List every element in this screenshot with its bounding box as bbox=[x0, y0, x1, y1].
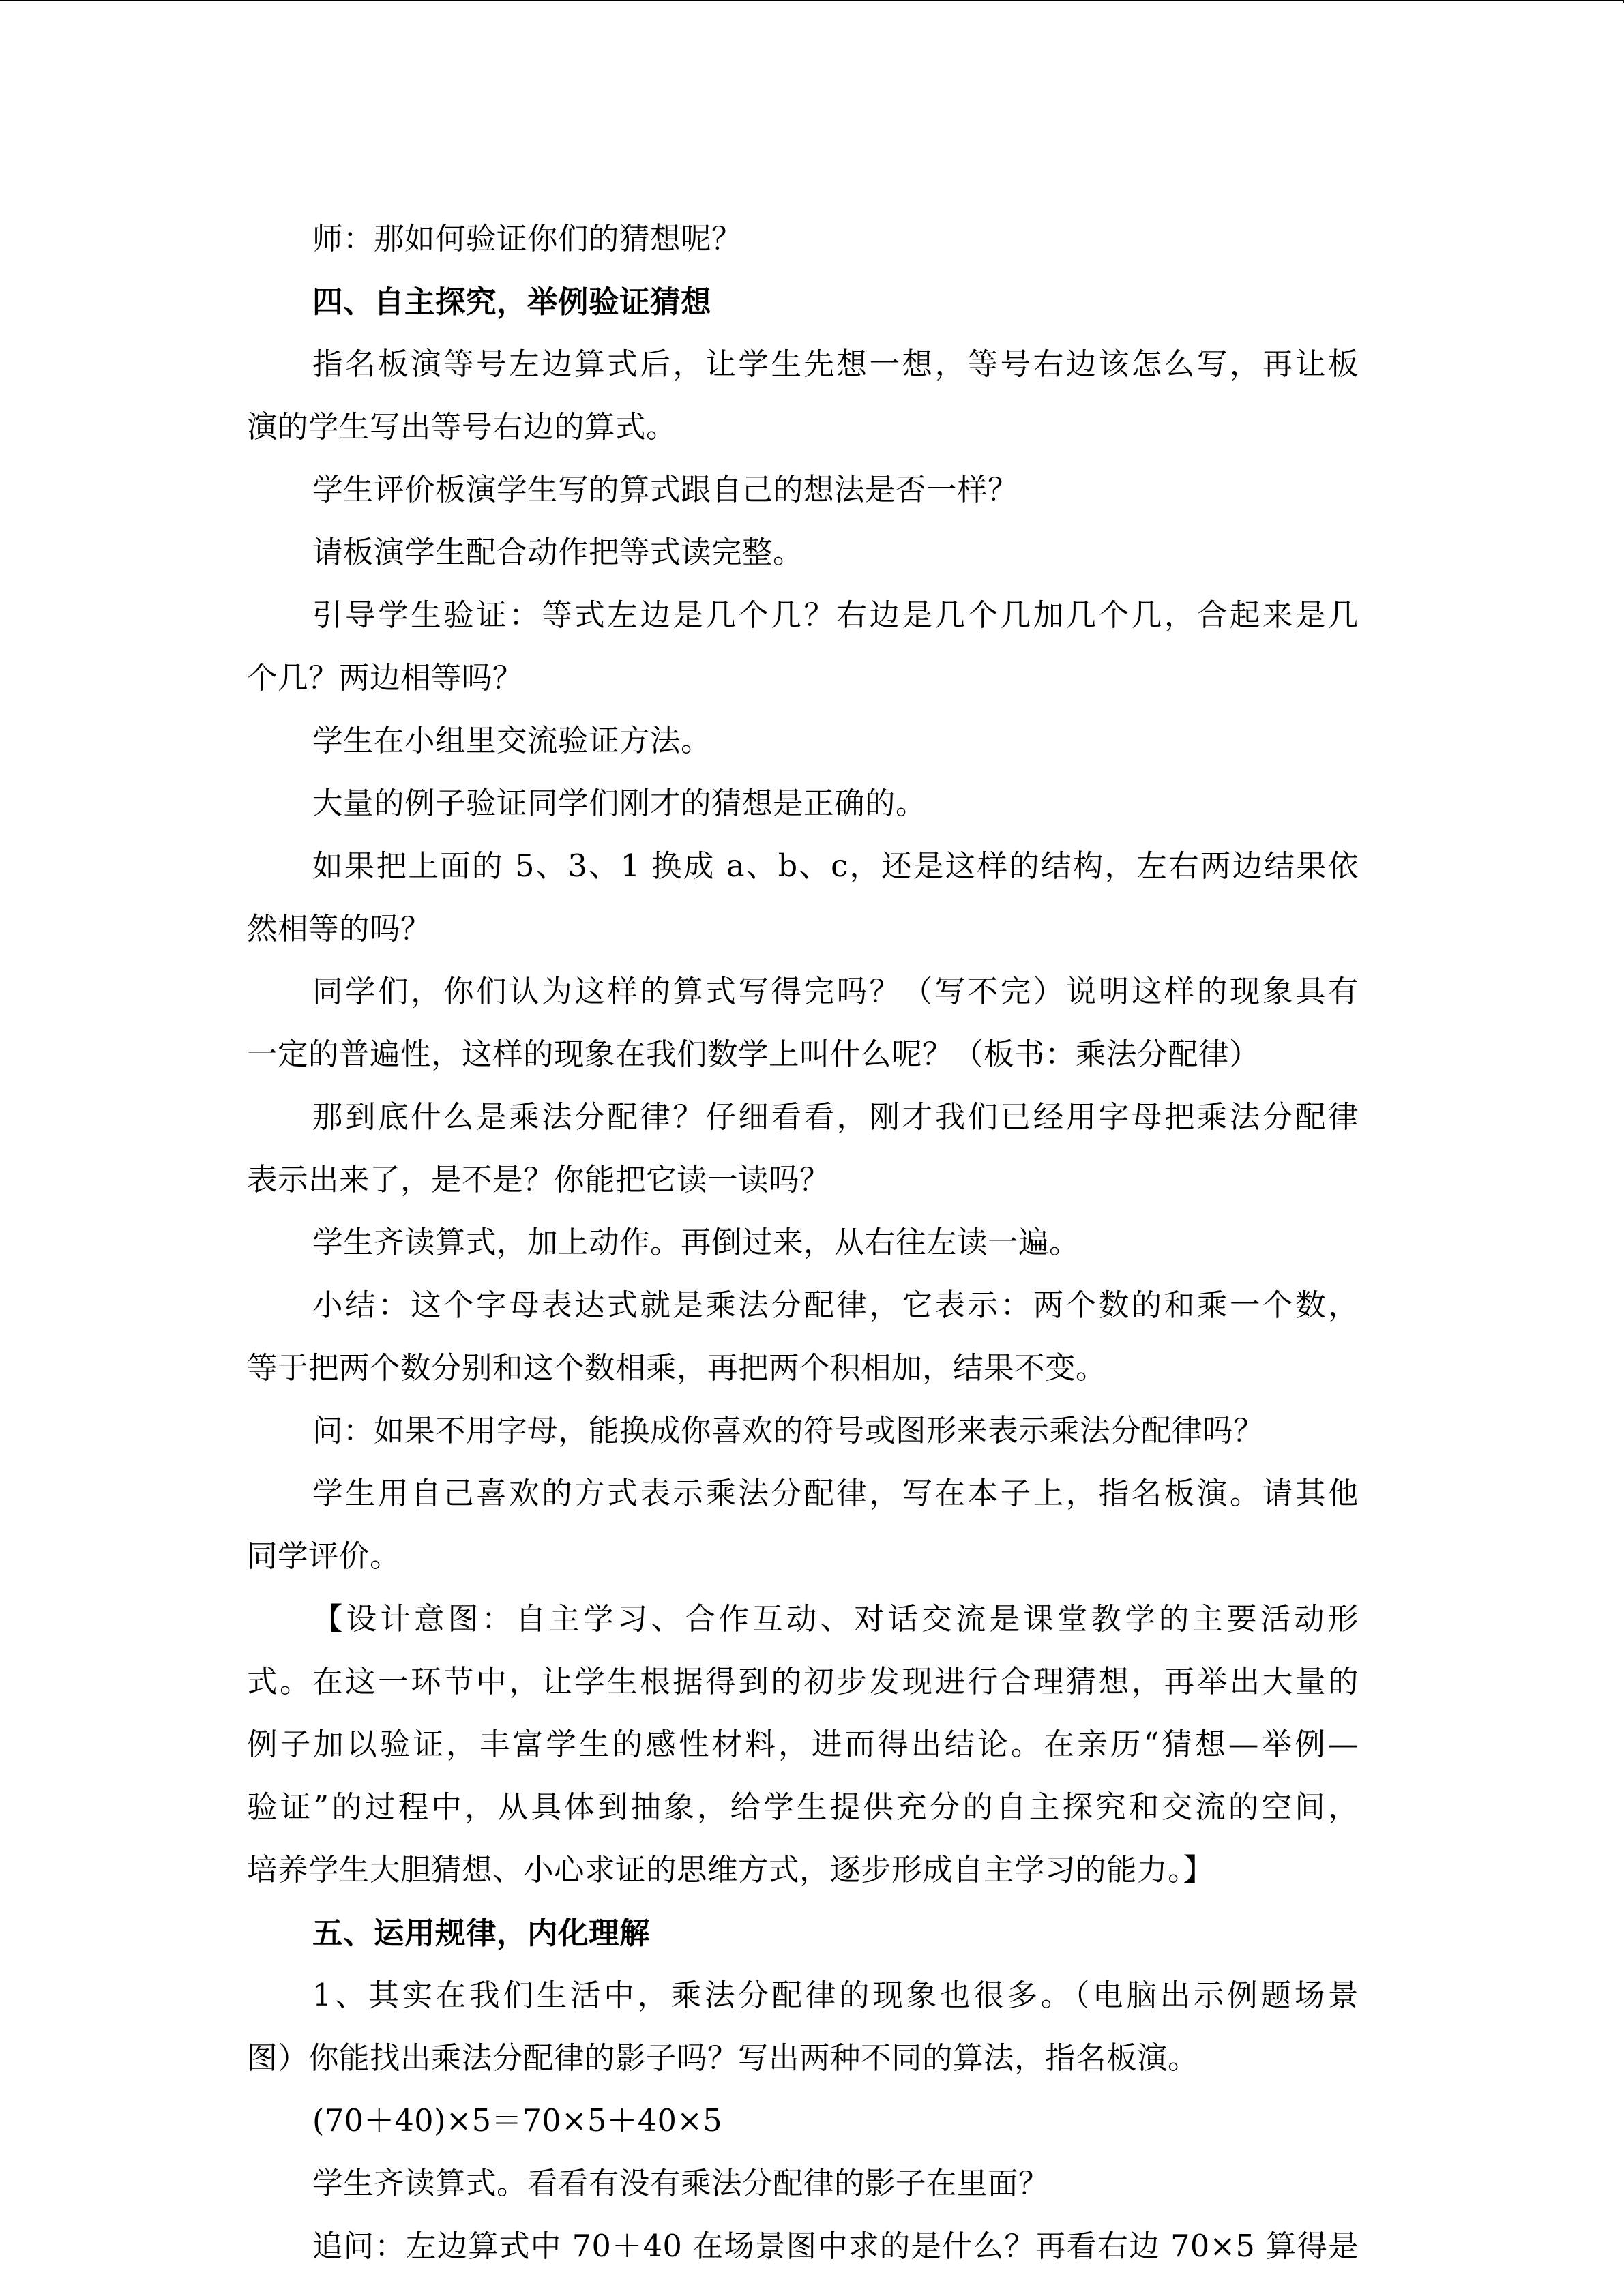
text-line: 学生在小组里交流验证方法。 bbox=[312, 724, 712, 758]
document-body bbox=[247, 208, 1359, 2278]
text-line: 大量的例子验证同学们刚才的猜想是正确的。 bbox=[312, 786, 927, 821]
text-line: 请板演学生配合动作把等式读完整。 bbox=[312, 535, 804, 570]
text-line: 【设计意图：自主学习、合作互动、对话交流是课堂教学的主要活动形 bbox=[312, 1602, 1359, 1637]
text-line: 培养学生大胆猜想、小心求证的思维方式，逐步形成自主学习的能力。】 bbox=[247, 1853, 1214, 1888]
text-line: 个几？两边相等吗？ bbox=[247, 661, 524, 696]
text-line: 然相等的吗？ bbox=[247, 912, 432, 946]
text-line: 如果把上面的 5、3、1 换成 a、b、c，还是这样的结构，左右两边结果依 bbox=[312, 849, 1359, 884]
text-line: 学生齐读算式。看看有没有乘法分配律的影子在里面？ bbox=[312, 2166, 1050, 2201]
text-line: 表示出来了，是不是？你能把它读一读吗？ bbox=[247, 1163, 831, 1197]
top-border-line bbox=[0, 0, 1624, 1]
text-line: 学生评价板演学生写的算式跟自己的想法是否一样？ bbox=[312, 473, 1019, 507]
text-line: 同学评价。 bbox=[247, 1539, 401, 1574]
section-heading: 五、运用规律，内化理解 bbox=[312, 1915, 651, 1951]
text-line: 同学们，你们认为这样的算式写得完吗？（写不完）说明这样的现象具有 bbox=[312, 974, 1359, 1009]
text-line: 图）你能找出乘法分配律的影子吗？写出两种不同的算法，指名板演。 bbox=[247, 2041, 1199, 2076]
text-line: 引导学生验证：等式左边是几个几？右边是几个几加几个几，合起来是几 bbox=[312, 598, 1359, 633]
text-line: 等于把两个数分别和这个数相乘，再把两个积相加，结果不变。 bbox=[247, 1351, 1107, 1386]
text-line: (70＋40)×5＝70×5＋40×5 bbox=[312, 2104, 723, 2138]
text-line: 式。在这一环节中，让学生根据得到的初步发现进行合理猜想，再举出大量的 bbox=[247, 1665, 1359, 1699]
text-line: 问：如果不用字母，能换成你喜欢的符号或图形来表示乘法分配律吗？ bbox=[312, 1414, 1265, 1448]
text-line: 验证”的过程中，从具体到抽象，给学生提供充分的自主探究和交流的空间， bbox=[247, 1790, 1359, 1825]
text-line: 演的学生写出等号右边的算式。 bbox=[247, 410, 677, 445]
text-line: 追问：左边算式中 70＋40 在场景图中求的是什么？再看右边 70×5 算得是 bbox=[312, 2229, 1359, 2264]
text-line: 师：那如何验证你们的猜想呢？ bbox=[312, 222, 743, 256]
text-line: 小结：这个字母表达式就是乘法分配律，它表示：两个数的和乘一个数， bbox=[312, 1288, 1359, 1323]
text-line: 指名板演等号左边算式后，让学生先想一想，等号右边该怎么写，再让板 bbox=[312, 347, 1359, 382]
text-line: 例子加以验证，丰富学生的感性材料，进而得出结论。在亲历“猜想—举例— bbox=[247, 1727, 1359, 1762]
text-line: 一定的普遍性，这样的现象在我们数学上叫什么呢？（板书：乘法分配律） bbox=[247, 1037, 1260, 1072]
text-line: 学生齐读算式，加上动作。再倒过来，从右往左读一遍。 bbox=[312, 1225, 1080, 1260]
section-heading: 四、自主探究，举例验证猜想 bbox=[312, 284, 712, 320]
text-line: 那到底什么是乘法分配律？仔细看看，刚才我们已经用字母把乘法分配律 bbox=[312, 1100, 1359, 1135]
text-line: 学生用自己喜欢的方式表示乘法分配律，写在本子上，指名板演。请其他 bbox=[312, 1476, 1359, 1511]
text-line: 1、其实在我们生活中，乘法分配律的现象也很多。（电脑出示例题场景 bbox=[312, 1978, 1359, 2013]
